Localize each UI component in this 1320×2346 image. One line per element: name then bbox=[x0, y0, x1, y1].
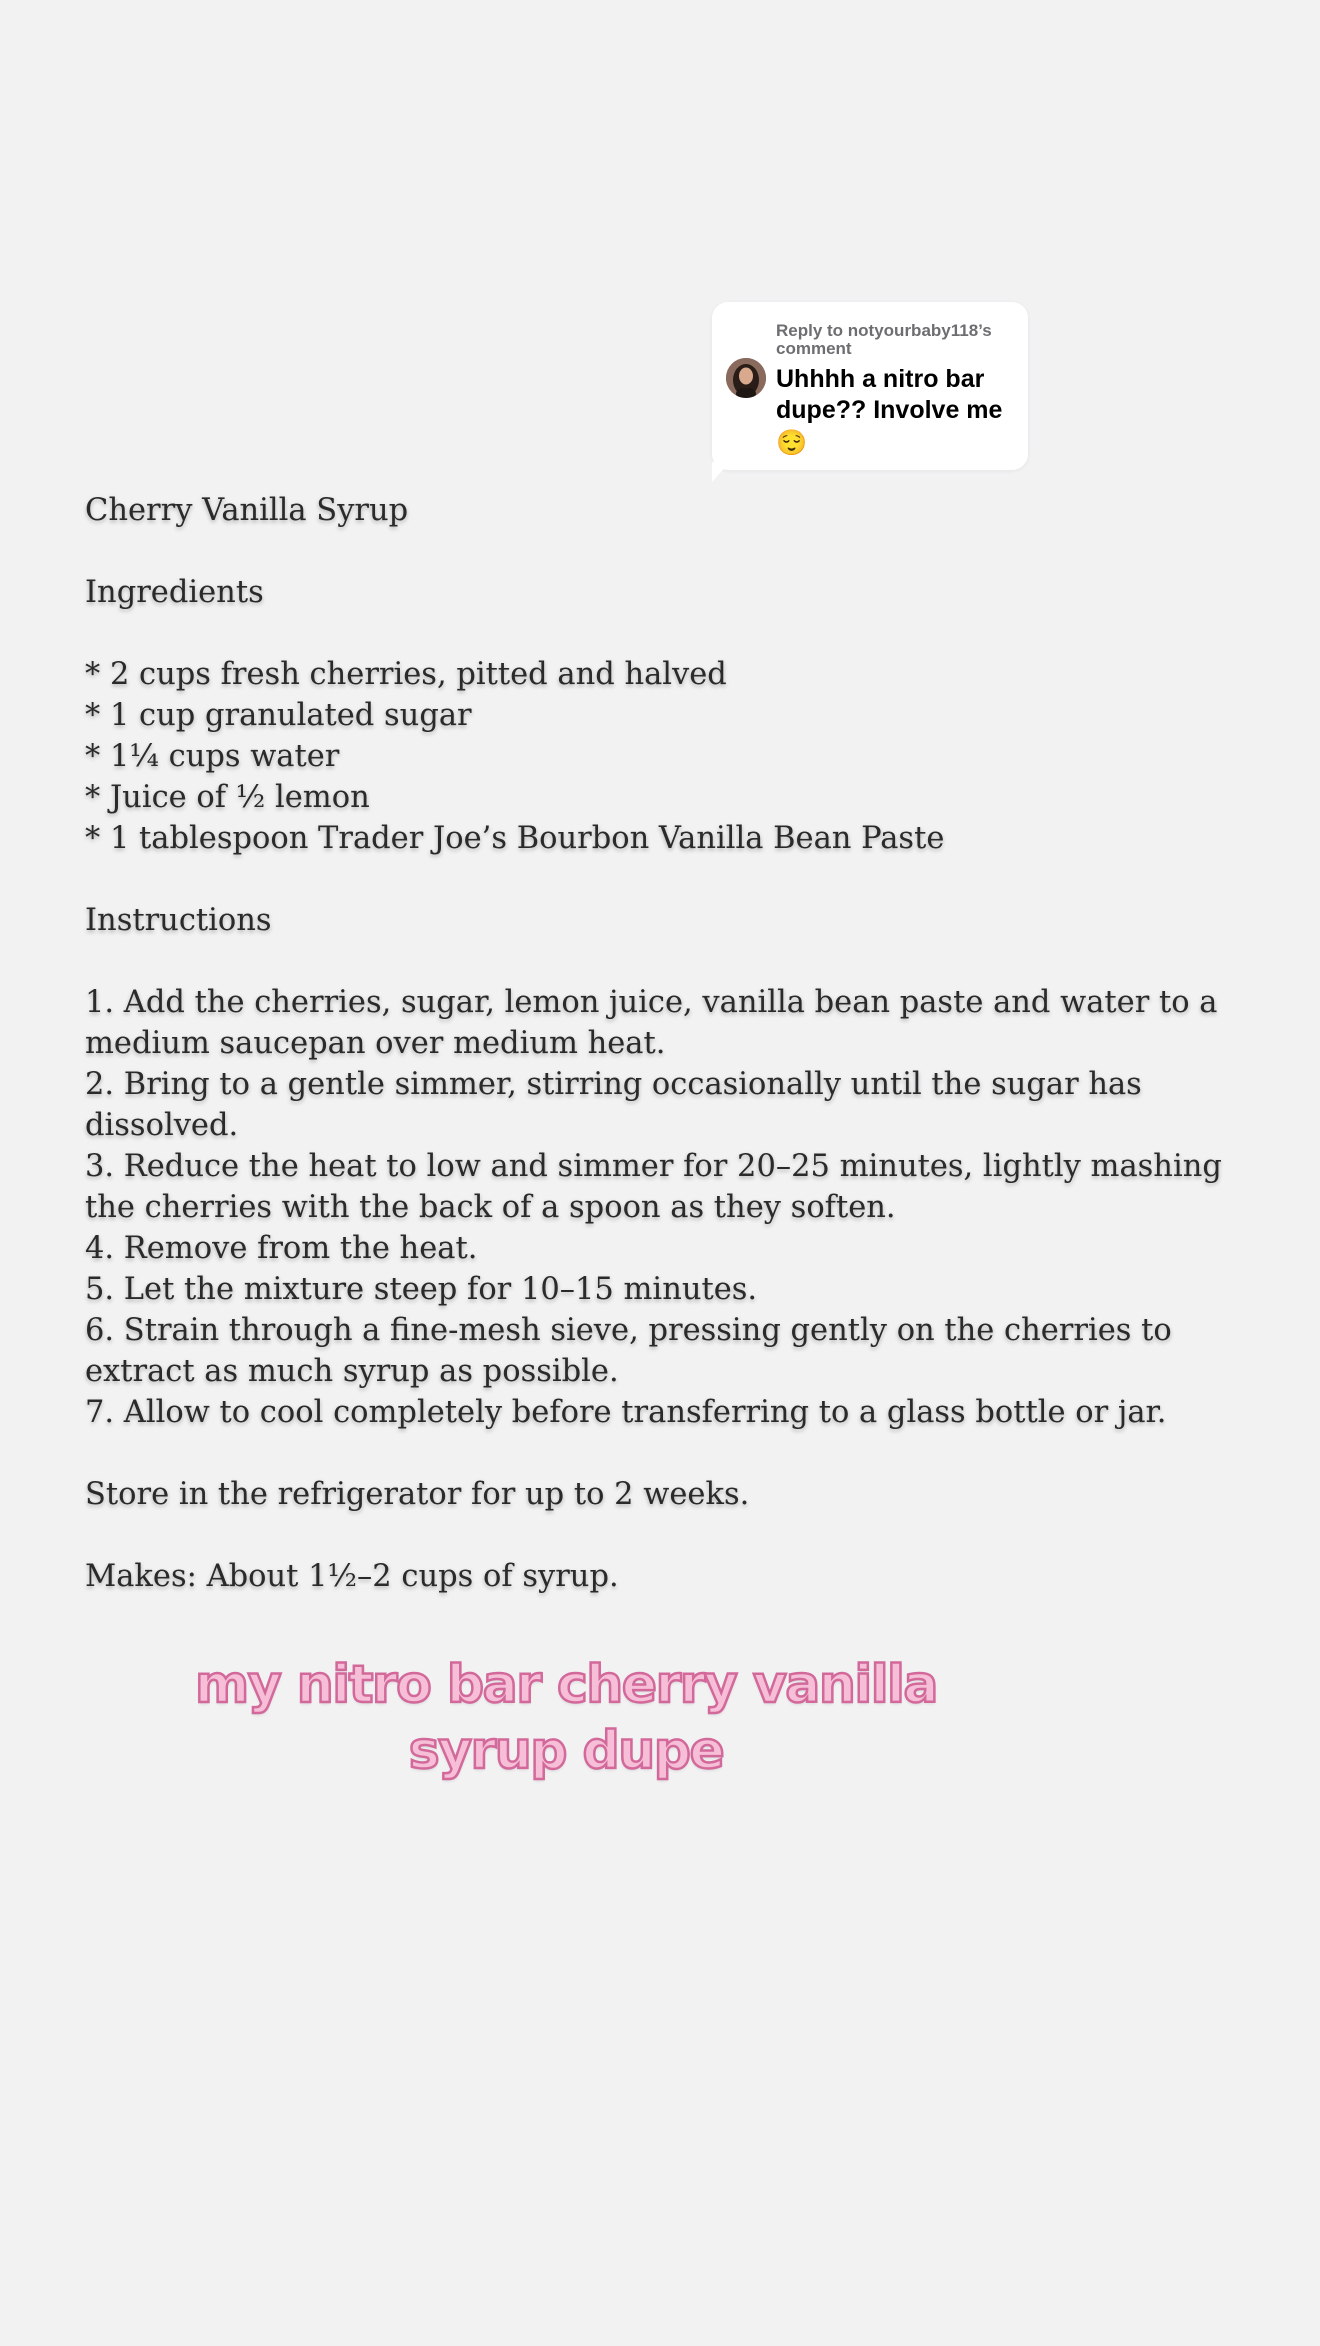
instruction-step: 1. Add the cherries, sugar, lemon juice, vanilla bean paste and water to a medium saucepan over medium heat. bbox=[85, 985, 1218, 1061]
instructions-heading: Instructions bbox=[85, 903, 272, 938]
comment-text bbox=[776, 364, 1016, 459]
comment-body: Uhhhh a nitro bar dupe?? Involve me bbox=[776, 365, 1003, 424]
reply-sticker-tail bbox=[712, 462, 730, 482]
instruction-step: 3. Reduce the heat to low and simmer for 20–25 minutes, lightly mashing the cherries with the back of a spoon as they soften. bbox=[85, 1149, 1222, 1225]
recipe-title: Cherry Vanilla Syrup bbox=[85, 493, 409, 528]
commenter-avatar bbox=[726, 358, 766, 398]
yield-note: Makes: About 1½–2 cups of syrup. bbox=[85, 1559, 619, 1594]
instruction-step: 6. Strain through a fine-mesh sieve, pressing gently on the cherries to extract as much syrup as possible. bbox=[85, 1313, 1172, 1389]
ingredient-item: * 1 cup granulated sugar bbox=[85, 698, 472, 733]
recipe-text bbox=[85, 490, 1245, 1597]
instruction-step: 4. Remove from the heat. bbox=[85, 1231, 478, 1266]
caption-line-1: my nitro bar cherry vanilla bbox=[195, 1655, 937, 1715]
video-caption bbox=[186, 1652, 946, 1784]
reply-to-label: Reply to notyourbaby118’s comment bbox=[776, 321, 992, 358]
ingredient-item: * 2 cups fresh cherries, pitted and halved bbox=[85, 657, 727, 692]
instruction-step: 2. Bring to a gentle simmer, stirring occasionally until the sugar has dissolved. bbox=[85, 1067, 1142, 1143]
relieved-face-emoji: 😌 bbox=[776, 429, 808, 457]
ingredient-item: * Juice of ½ lemon bbox=[85, 780, 370, 815]
ingredient-item: * 1 tablespoon Trader Joe’s Bourbon Vanilla Bean Paste bbox=[85, 821, 945, 856]
instruction-step: 5. Let the mixture steep for 10–15 minutes. bbox=[85, 1272, 758, 1307]
caption-line-2: syrup dupe bbox=[408, 1721, 724, 1781]
comment-reply-sticker[interactable] bbox=[712, 302, 1028, 470]
ingredients-heading: Ingredients bbox=[85, 575, 264, 610]
ingredient-item: * 1¼ cups water bbox=[85, 739, 340, 774]
instruction-step: 7. Allow to cool completely before transferring to a glass bottle or jar. bbox=[85, 1395, 1167, 1430]
storage-note: Store in the refrigerator for up to 2 weeks. bbox=[85, 1477, 750, 1512]
